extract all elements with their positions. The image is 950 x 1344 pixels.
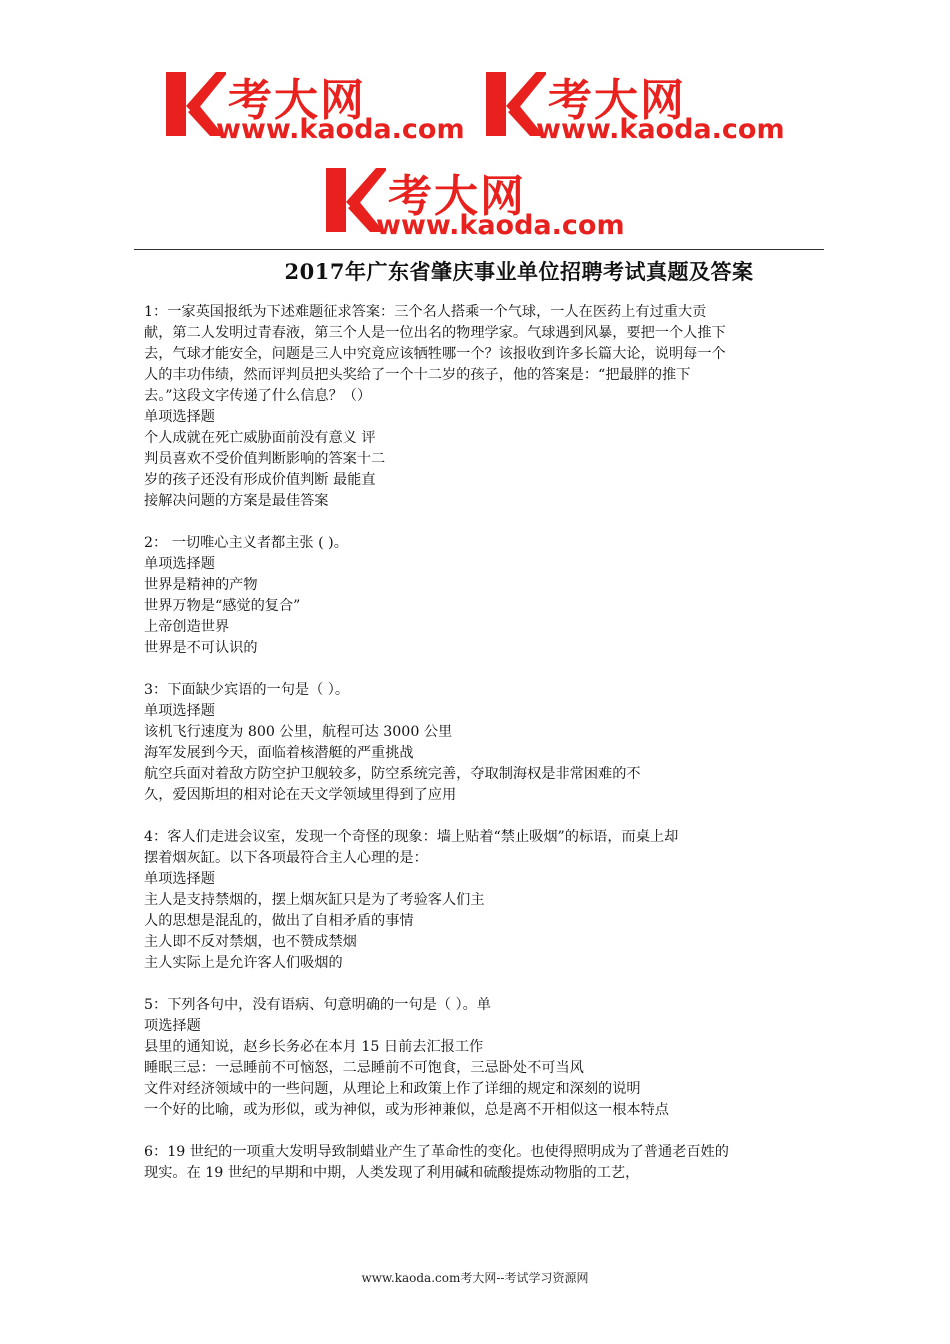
logo-text: 考大网 — [548, 75, 686, 126]
question-line: 人的丰功伟绩，然而评判员把头奖给了一个十二岁的孩子，他的答案是：“把最胖的推下 — [144, 367, 691, 383]
answer-option-line: 世界是不可认识的 — [144, 640, 258, 656]
question-line: 2： 一切唯心主义者都主张 ( )。 — [144, 535, 348, 551]
answer-option-line: 航空兵面对着敌方防空护卫舰较多，防空系统完善，夺取制海权是非常困难的不 — [144, 766, 641, 782]
logo-url: www.kaoda.com — [376, 210, 625, 241]
kaoda-logo-2 — [486, 70, 806, 150]
answer-option-line: 该机飞行速度为 800 公里，航程可达 3000 公里 — [144, 724, 453, 740]
question-line: 献，第二人发明过青春液，第三个人是一位出名的物理学家。气球遇到风暴，要把一个人推下 — [144, 325, 726, 341]
answer-option-line: 世界万物是“感觉的复合” — [144, 598, 301, 614]
answer-option-line: 上帝创造世界 — [144, 619, 230, 635]
page-title: 2017年广东省肇庆事业单位招聘考试真题及答案 — [284, 259, 754, 284]
kaoda-logo-1 — [166, 70, 486, 150]
answer-option-line: 文件对经济领域中的一些问题，从理论上和政策上作了详细的规定和深刻的说明 — [144, 1081, 641, 1097]
question-line: 5：下列各句中，没有语病、句意明确的一句是（ ）。单 — [144, 997, 491, 1013]
answer-option-line: 人的思想是混乱的，做出了自相矛盾的事情 — [144, 913, 414, 929]
question-2 — [144, 533, 814, 659]
kaoda-logo-3 — [326, 166, 646, 246]
question-4 — [144, 827, 814, 974]
question-type: 单项选择题 — [144, 556, 215, 572]
answer-option-line: 县里的通知说，赵乡长务必在本月 15 日前去汇报工作 — [144, 1039, 484, 1055]
answer-option-line: 接解决问题的方案是最佳答案 — [144, 493, 329, 509]
question-line: 6：19 世纪的一项重大发明导致制蜡业产生了革命性的变化。也使得照明成为了普通老百姓的 — [144, 1144, 729, 1160]
question-type: 单项选择题 — [144, 409, 215, 425]
logo-url: www.kaoda.com — [536, 114, 785, 145]
question-type: 单项选择题 — [144, 703, 215, 719]
page-footer: www.kaoda.com考大网--考试学习资源网 — [361, 1271, 589, 1285]
question-3 — [144, 680, 814, 806]
question-line: 现实。在 19 世纪的早期和中期，人类发现了利用碱和硫酸提炼动物脂的工艺， — [144, 1165, 640, 1181]
answer-option-line: 个人成就在死亡威胁面前没有意义 评 — [144, 430, 376, 446]
question-line: 摆着烟灰缸。以下各项最符合主人心理的是： — [144, 850, 428, 866]
answer-option-line: 一个好的比喻，或为形似，或为神似，或为形神兼似，总是离不开相似这一根本特点 — [144, 1102, 669, 1118]
answer-option-line: 主人即不反对禁烟，也不赞成禁烟 — [144, 934, 357, 950]
question-6 — [144, 1142, 814, 1184]
question-list — [144, 302, 814, 1205]
answer-option-line: 睡眠三忌：一忌睡前不可恼怒，二忌睡前不可饱食，三忌卧处不可当风 — [144, 1060, 584, 1076]
question-type: 单项选择题 — [144, 871, 215, 887]
answer-option-line: 岁的孩子还没有形成价值判断 最能直 — [144, 472, 376, 488]
header-divider — [134, 249, 824, 250]
answer-option-line: 海军发展到今天，面临着核潜艇的严重挑战 — [144, 745, 414, 761]
answer-option-line: 世界是精神的产物 — [144, 577, 258, 593]
question-1 — [144, 302, 814, 512]
logo-text: 考大网 — [388, 171, 526, 222]
question-line: 去，气球才能安全，问题是三人中究竟应该牺牲哪一个？该报收到许多长篇大论，说明每一个 — [144, 346, 726, 362]
question-5 — [144, 995, 814, 1121]
question-line: 去。”这段文字传递了什么信息？（） — [144, 388, 372, 404]
question-line: 1：一家英国报纸为下述难题征求答案：三个名人搭乘一个气球，一人在医药上有过重大贡 — [144, 304, 707, 320]
logo-url: www.kaoda.com — [216, 114, 465, 145]
answer-option-line: 主人实际上是允许客人们吸烟的 — [144, 955, 343, 971]
answer-option-line: 久，爱因斯坦的相对论在天文学领域里得到了应用 — [144, 787, 457, 803]
logo-text: 考大网 — [228, 75, 366, 126]
question-line: 4：客人们走进会议室，发现一个奇怪的现象：墙上贴着“禁止吸烟”的标语，而桌上却 — [144, 829, 679, 845]
answer-option-line: 主人是支持禁烟的，摆上烟灰缸只是为了考验客人们主 — [144, 892, 485, 908]
answer-option-line: 判员喜欢不受价值判断影响的答案十二 — [144, 451, 386, 467]
question-type: 项选择题 — [144, 1018, 201, 1034]
question-line: 3：下面缺少宾语的一句是（ ）。 — [144, 682, 350, 698]
